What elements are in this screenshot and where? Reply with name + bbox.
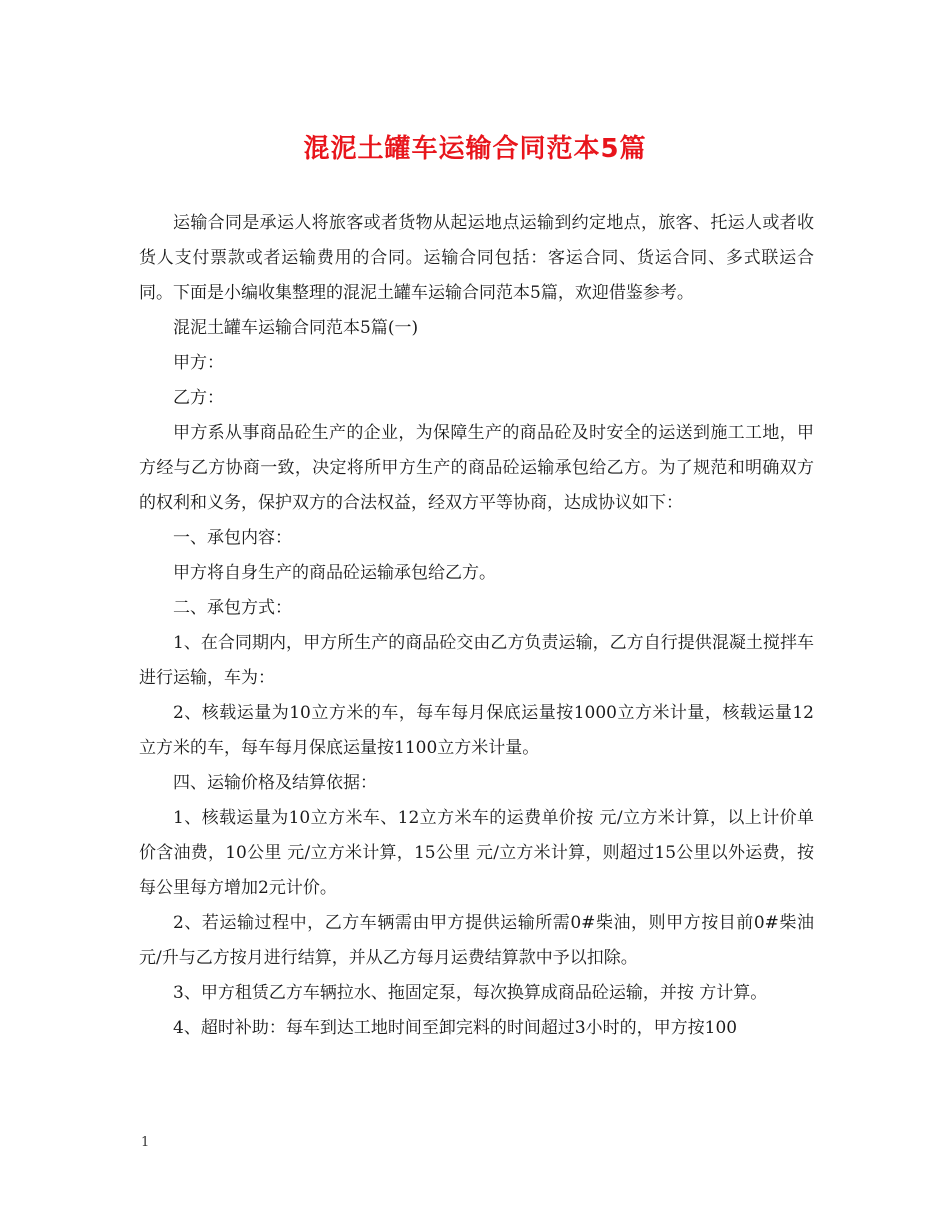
paragraph-clause-4-item-4: 4、超时补助：每车到达工地时间至卸完料的时间超过3小时的，甲方按100 [173,1018,738,1038]
paragraph-clause-heading-2: 二、承包方式： [173,598,292,618]
paragraph-section-heading: 混泥土罐车运输合同范本5篇(一) [173,318,419,338]
paragraph-clause-heading-4: 四、运输价格及结算依据： [173,773,377,793]
paragraph-clause-heading-1: 一、承包内容： [173,528,292,548]
paragraph-clause-4-item-3: 3、甲方租赁乙方车辆拉水、拖固定泵，每次换算成商品砼运输，并按 方计算。 [173,983,768,1003]
paragraph-clause-2-item-2: 2、核载运量为10立方米的车，每车每月保底运量按1000立方米计量，核载运量12立方米的车，每车每月保底运量按1100立方米计量。 [139,703,814,758]
paragraph-preamble: 甲方系从事商品砼生产的企业，为保障生产的商品砼及时安全的运送到施工工地，甲方经与乙方协商一致，决定将所甲方生产的商品砼运输承包给乙方。为了规范和明确双方的权利和义务，保护双方的合法权益，经双方平等协商，达成协议如下： [139,423,814,513]
paragraph-clause-2-item-1: 1、在合同期内，甲方所生产的商品砼交由乙方负责运输，乙方自行提供混凝土搅拌车进行运输，车为： [139,633,814,688]
paragraph-party-b: 乙方： [173,388,224,408]
document-body [139,206,814,1046]
paragraph-clause-4-item-2: 2、若运输过程中，乙方车辆需由甲方提供运输所需0#柴油，则甲方按目前0#柴油 元/升与乙方按月进行结算，并从乙方每月运费结算款中予以扣除。 [139,913,814,968]
page-number: 1 [141,1135,150,1150]
paragraph-party-a: 甲方： [173,353,224,373]
paragraph-intro: 运输合同是承运人将旅客或者货物从起运地点运输到约定地点，旅客、托运人或者收货人支付票款或者运输费用的合同。运输合同包括：客运合同、货运合同、多式联运合同。下面是小编收集整理的混泥土罐车运输合同范本5篇，欢迎借鉴参考。 [139,213,814,303]
document-title: 混泥土罐车运输合同范本5篇 [303,134,647,164]
paragraph-clause-4-item-1: 1、核载运量为10立方米车、12立方米车的运费单价按 元/立方米计算，以上计价单价含油费，10公里 元/立方米计算，15公里 元/立方米计算，则超过15公里以外运费，按每公里每方增加2元计价。 [139,808,814,898]
paragraph-clause-1-content: 甲方将自身生产的商品砼运输承包给乙方。 [173,563,496,583]
